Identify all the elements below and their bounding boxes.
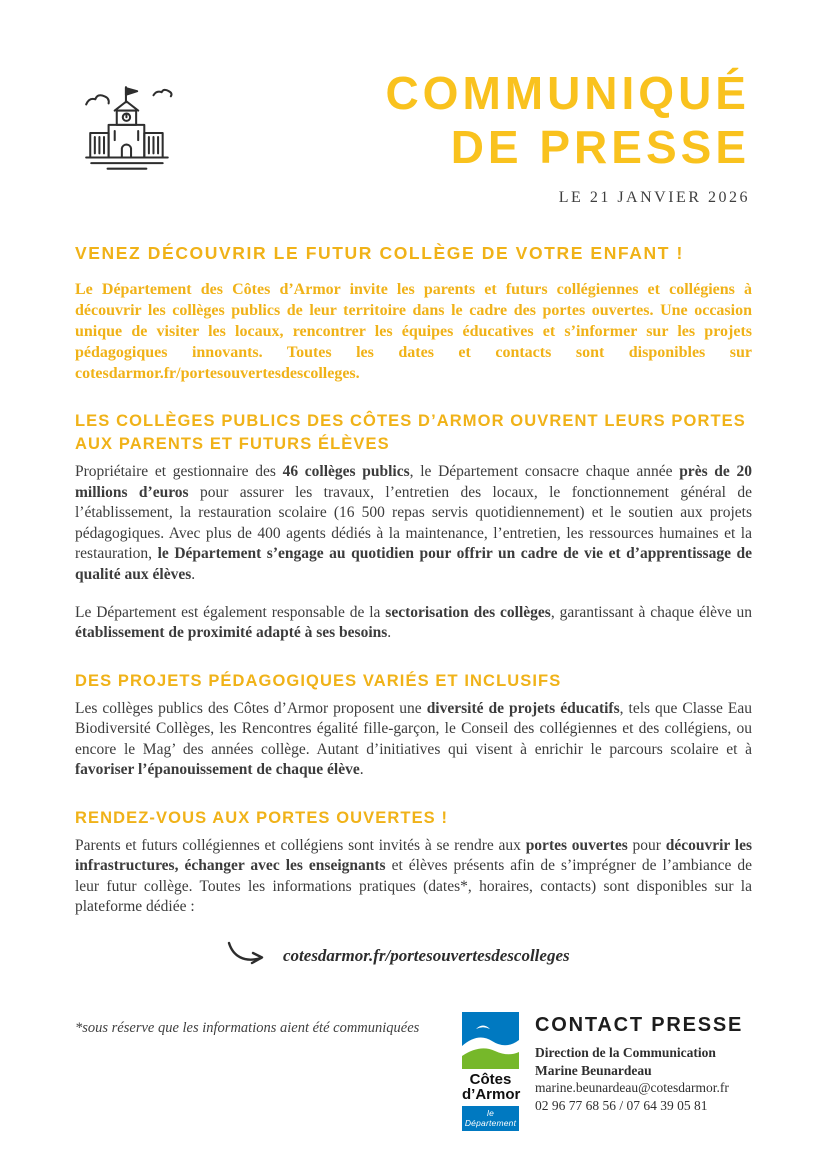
section-3-heading: RENDEZ-VOUS AUX PORTES OUVERTES ! — [75, 808, 449, 827]
curved-arrow-icon — [225, 940, 269, 968]
logo-emblem — [462, 1012, 519, 1069]
contact-phones: 02 96 77 68 56 / 07 64 39 05 81 — [535, 1097, 708, 1113]
section-2-heading: DES PROJETS PÉDAGOGIQUES VARIÉS ET INCLUSIFS — [75, 671, 562, 690]
section-1-paragraph-1: Propriétaire et gestionnaire des 46 collèges publics, le Département consacre chaque année près de 20 millions d’euros pour assurer les travaux, l’entretien des locaux, le fonctionnement général de l’établissement, la restauration scolaire (16 500 repas servis quotidiennement) et le soutien aux projets pédagogiques. Avec plus de 400 agents dédiés à la maintenance, l’entretien, les ressources humaines et la restauration, le Département s’engage au quotidien pour offrir un cadre de vie et d’apprentissage de qualité aux élèves. — [75, 463, 752, 583]
intro-paragraph: Le Département des Côtes d’Armor invite les parents et futurs collégiennes et collégiens à découvrir les collèges publics de leur territoire dans le cadre des portes ouvertes. Une occasion unique de visiter les locaux, rencontrer les équipes éducatives et s’informer sur les projets pédagogiques innovants. Toutes les dates et contacts sont disponibles sur cotesdarmor.fr/portesouvertesdescolleges. — [75, 280, 752, 382]
contact-block — [462, 1012, 743, 1131]
cotes-darmor-logo — [462, 1012, 519, 1131]
cloud-right — [153, 90, 171, 96]
content — [0, 243, 827, 1037]
title-line-1: COMMUNIQUÉ — [385, 67, 750, 119]
title-block — [180, 66, 750, 207]
portes-ouvertes-link[interactable]: cotesdarmor.fr/portesouvertesdescolleges — [283, 945, 570, 965]
footnote: *sous réserve que les informations aient été communiquées — [75, 1019, 420, 1036]
cloud-left — [86, 95, 109, 104]
press-date: LE 21 JANVIER 2026 — [558, 188, 750, 206]
main-heading: VENEZ DÉCOUVRIR LE FUTUR COLLÈGE DE VOTRE ENFANT ! — [75, 242, 684, 263]
section-3-paragraph-1: Parents et futurs collégiennes et collégiens sont invités à se rendre aux portes ouvertes pour découvrir les infrastructures, échanger avec les enseignants et élèves présents afin de s’imprégner de l’ambiance de leur futur collège. Toutes les informations pratiques (dates*, horaires, contacts) sont disponibles sur la plateforme dédiée : — [75, 836, 752, 916]
contact-text — [535, 1012, 743, 1131]
contact-direction: Direction de la Communication — [535, 1045, 716, 1060]
school-building-icon — [78, 82, 180, 184]
section-2-paragraph-1: Les collèges publics des Côtes d’Armor proposent une diversité de projets éducatifs, tels que Classe Eau Biodiversité Collèges, les Rencontres égalité fille-garçon, le Conseil des collégiennes et des collégiens, ou encore le Mag’ des années collège. Autant d’initiatives qui visent à enrichir le parcours scolaire et à favoriser l’épanouissement de chaque élève. — [75, 699, 752, 779]
contact-heading: CONTACT PRESSE — [535, 1014, 744, 1036]
section-1-paragraph-2: Le Département est également responsable de la sectorisation des collèges, garantissant à chaque élève un établissement de proximité adapté à ses besoins. — [75, 603, 753, 642]
section-1-heading: LES COLLÈGES PUBLICS DES CÔTES D’ARMOR OUVRENT LEURS PORTES AUX PARENTS ET FUTURS ÉLÈVES — [75, 412, 746, 454]
document-title — [180, 66, 750, 175]
logo-banner: le Département — [462, 1106, 519, 1131]
contact-person: Marine Beunardeau — [535, 1062, 652, 1078]
contact-email[interactable]: marine.beunardeau@cotesdarmor.fr — [535, 1080, 729, 1096]
cta-row — [225, 940, 752, 968]
title-line-2: DE PRESSE — [450, 121, 750, 174]
logo-name: Côtes d’Armor — [462, 1071, 521, 1104]
masthead — [0, 0, 827, 207]
